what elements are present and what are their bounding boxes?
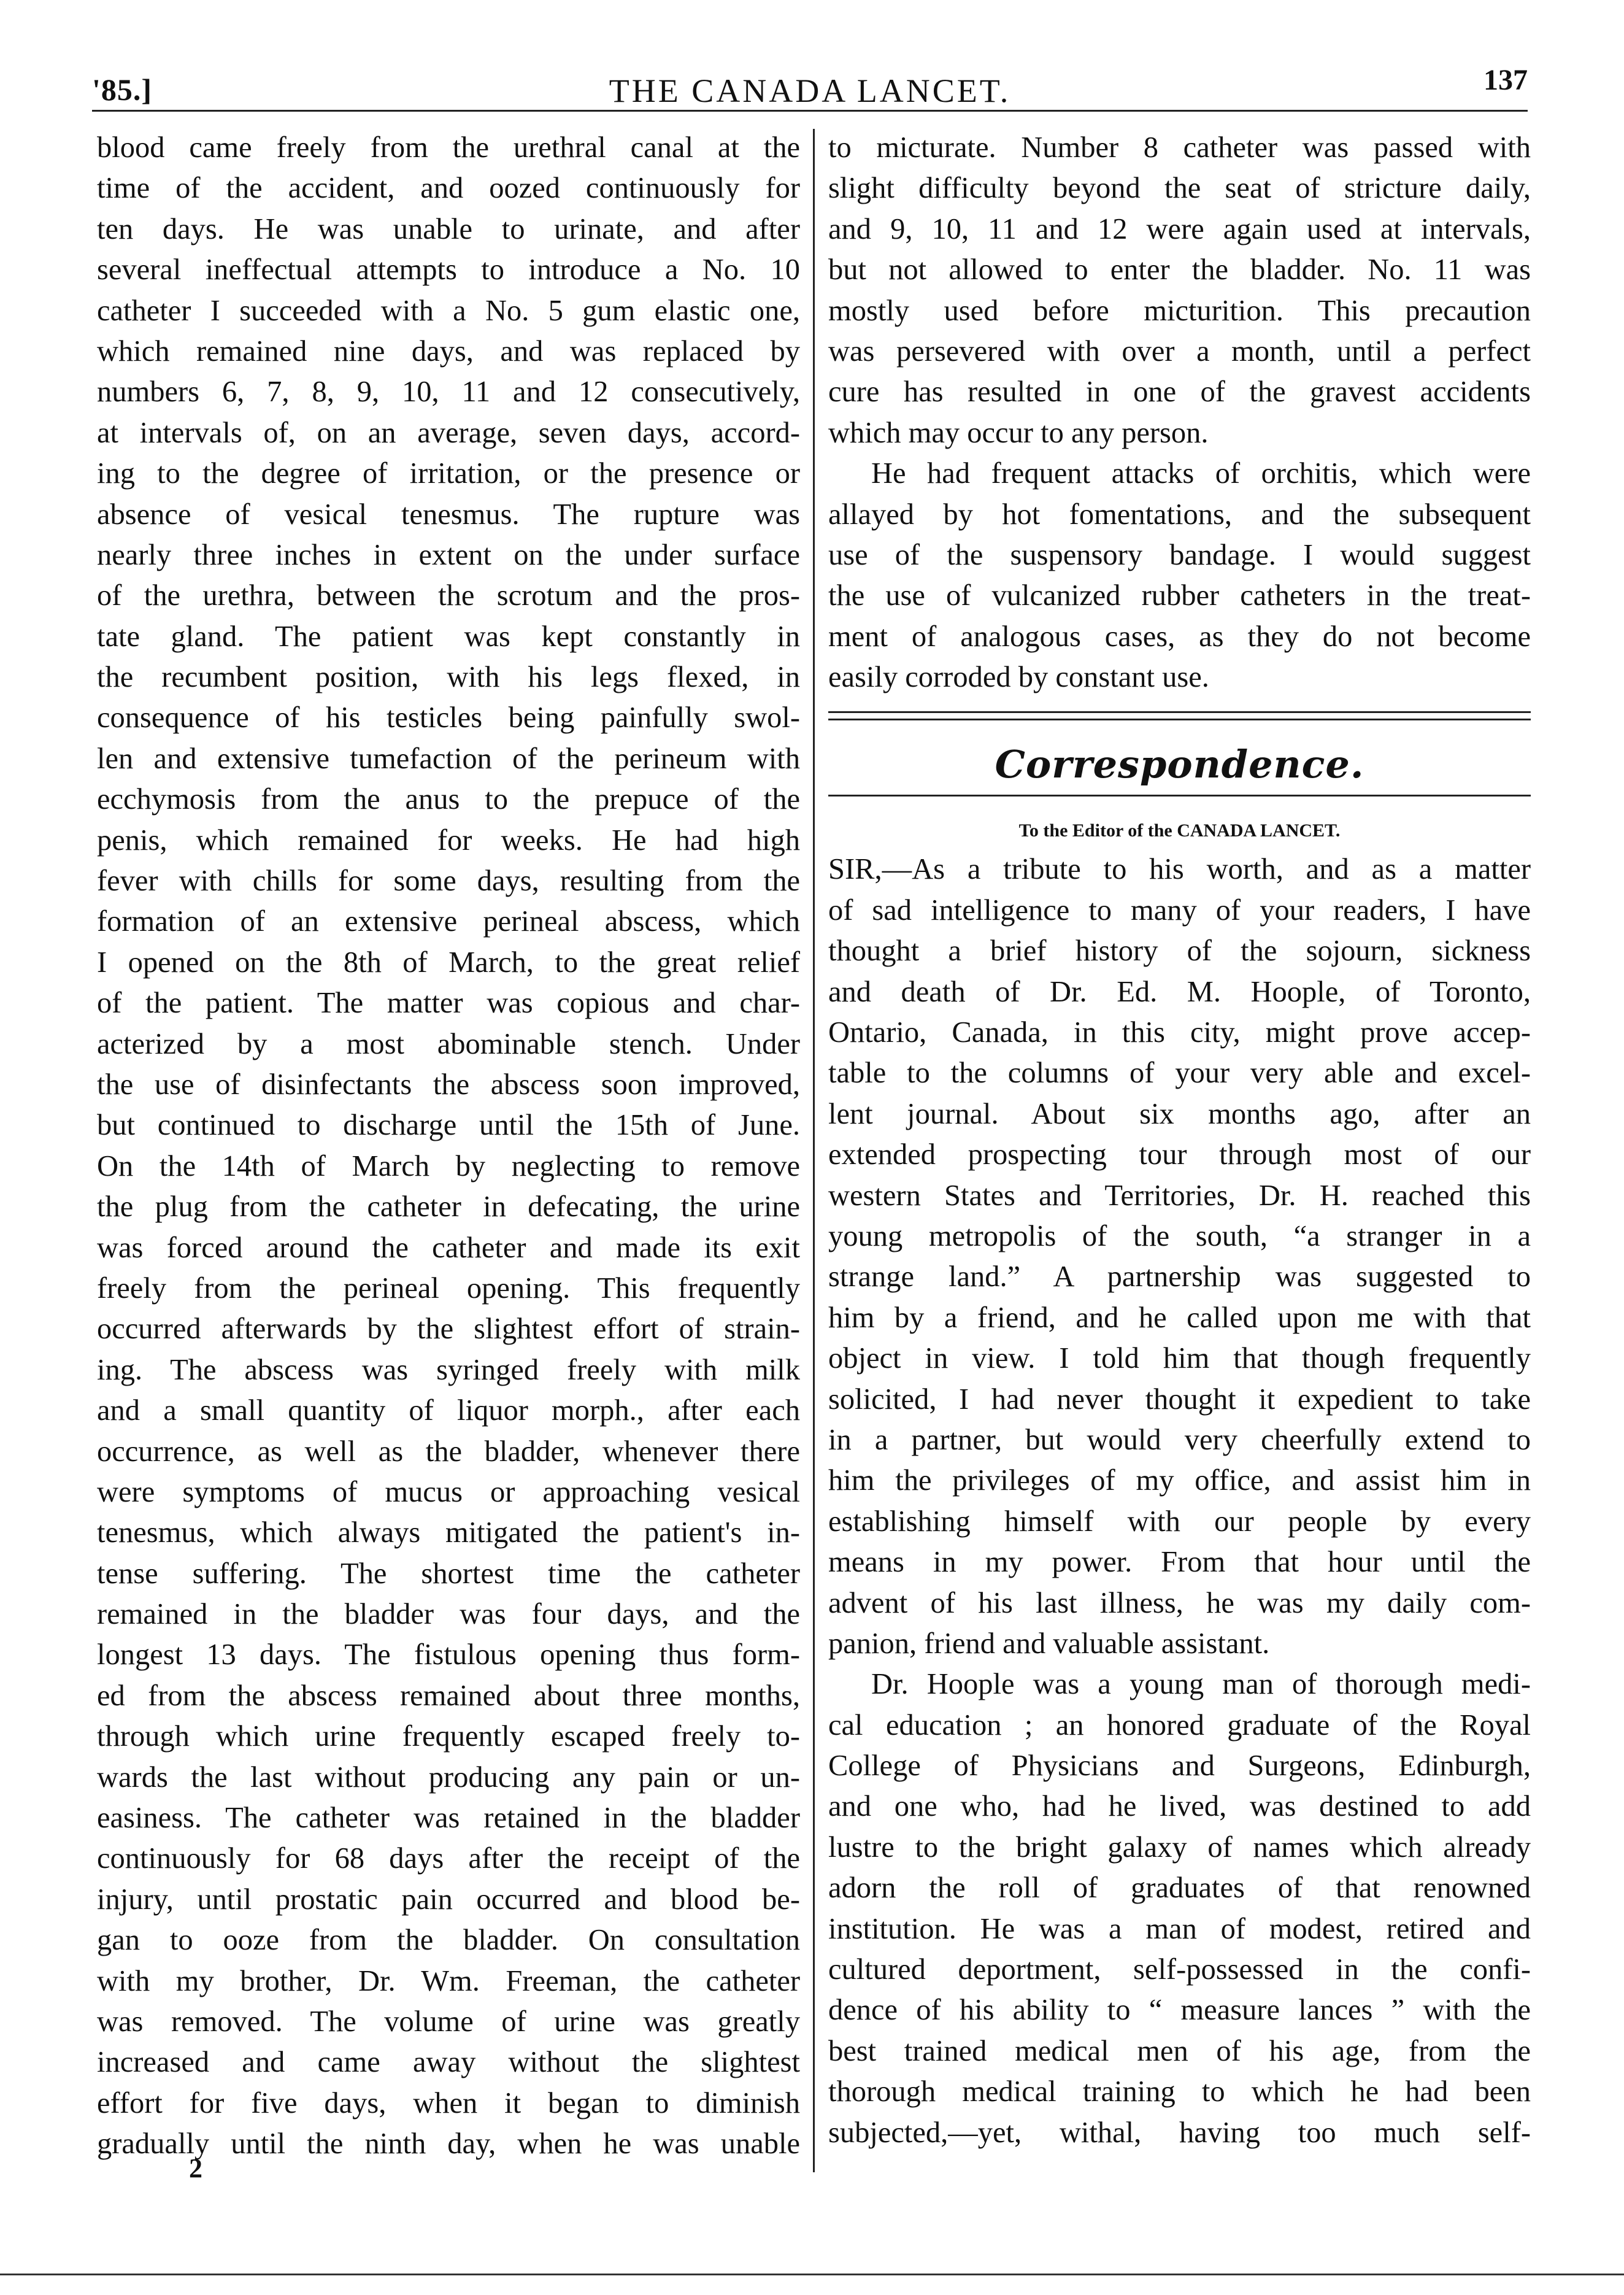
text-line: slight difficulty beyond the seat of stricture daily, <box>828 172 1531 205</box>
text-line: freely from the perineal opening. This frequently <box>97 1271 800 1305</box>
text-line: of the urethra, between the scrotum and the pros- <box>97 579 800 612</box>
right-column <box>828 128 1531 2153</box>
text-line: to micturate. Number 8 catheter was passed with <box>828 131 1531 164</box>
text-line: easiness. The catheter was retained in the bladder <box>97 1802 800 1835</box>
text-line: of sad intelligence to many of your readers, I have <box>828 893 1531 927</box>
text-line: at intervals of, on an average, seven days, accord- <box>97 416 800 449</box>
text-line: wards the last without producing any pain or un- <box>97 1761 800 1794</box>
text-line: injury, until prostatic pain occurred and blood be- <box>97 1883 800 1916</box>
text-line: panion, friend and valuable assistant. <box>828 1627 1270 1660</box>
section-heading: Correspondence. <box>995 742 1364 787</box>
text-line: nearly three inches in extent on the under surface <box>97 538 800 571</box>
text-line: lustre to the bright galaxy of names which already <box>828 1830 1531 1864</box>
text-line: catheter I succeeded with a No. 5 gum elastic one, <box>97 294 800 327</box>
text-line: absence of vesical tenesmus. The rupture was <box>97 498 800 531</box>
text-line: cultured deportment, self-possessed in the confi- <box>828 1953 1531 1986</box>
text-line: On the 14th of March by neglecting to remove <box>97 1149 800 1182</box>
text-line: acterized by a most abominable stench. Under <box>97 1027 800 1060</box>
text-line: advent of his last illness, he was my daily com- <box>828 1586 1531 1619</box>
header-rule <box>92 110 1528 112</box>
text-line: western States and Territories, Dr. H. reached this <box>828 1179 1531 1212</box>
text-line: table to the columns of your very able and excel- <box>828 1057 1531 1090</box>
text-line: the use of vulcanized rubber catheters in the treat- <box>828 579 1531 612</box>
journal-title: THE CANADA LANCET. <box>609 72 1011 109</box>
text-line: ment of analogous cases, as they do not become <box>828 620 1531 653</box>
text-line: effort for five days, when it began to diminish <box>97 2086 800 2120</box>
left-column <box>97 128 800 2165</box>
text-line: subjected,—yet, withal, having too much self- <box>828 2116 1531 2149</box>
text-line: thorough medical training to which he had been <box>828 2075 1531 2108</box>
text-line: with my brother, Dr. Wm. Freeman, the catheter <box>97 1964 800 1997</box>
text-line: len and extensive tumefaction of the perineum with <box>97 742 800 775</box>
signature-mark: 2 <box>189 2153 202 2183</box>
text-line: best trained medical men of his age, from the <box>828 2034 1531 2067</box>
text-line: which remained nine days, and was replaced by <box>97 334 800 368</box>
text-line: young metropolis of the south, “a stranger in a <box>828 1219 1531 1252</box>
text-line: cal education ; an honored graduate of the Royal <box>828 1708 1531 1742</box>
text-line: fever with chills for some days, resulting from the <box>97 865 800 898</box>
text-line: and 9, 10, 11 and 12 were again used at intervals, <box>828 212 1531 245</box>
text-line: of the patient. The matter was copious and char- <box>97 987 800 1020</box>
text-line: remained in the bladder was four days, and the <box>97 1598 800 1631</box>
section-separator <box>828 708 1531 738</box>
header-year: '85.] <box>92 72 153 107</box>
text-line: in a partner, but would very cheerfully extend to <box>828 1423 1531 1456</box>
text-line: but continued to discharge until the 15th of June. <box>97 1109 800 1142</box>
text-line: was forced around the catheter and made its exit <box>97 1231 800 1264</box>
text-line: tense suffering. The shortest time the catheter <box>97 1557 800 1590</box>
page-bottom-edge <box>0 2274 1624 2275</box>
text-line: numbers 6, 7, 8, 9, 10, 11 and 12 consecutively, <box>97 376 800 409</box>
text-line: ten days. He was unable to urinate, and after <box>97 212 800 245</box>
text-line: was persevered with over a month, until a perfect <box>828 334 1531 368</box>
text-line: means in my power. From that hour until the <box>828 1546 1531 1579</box>
running-header <box>92 58 1528 114</box>
paragraph-case-conclusion <box>828 128 1531 453</box>
text-line: object in view. I told him that though frequently <box>828 1342 1531 1375</box>
text-line: longest 13 days. The fistulous opening thus form- <box>97 1638 800 1672</box>
text-line: He had frequent attacks of orchitis, which were <box>871 457 1531 490</box>
text-line: him by a friend, and he called upon me with that <box>828 1301 1531 1334</box>
text-line: blood came freely from the urethral canal at the <box>97 131 800 164</box>
text-line: College of Physicians and Surgeons, Edinburgh, <box>828 1749 1531 1783</box>
text-line: use of the suspensory bandage. I would suggest <box>828 538 1531 571</box>
column-divider <box>813 129 815 2172</box>
text-line: several ineffectual attempts to introduce a No. 10 <box>97 253 800 287</box>
text-line: allayed by hot fomentations, and the subsequent <box>828 498 1531 531</box>
text-line: SIR,—As a tribute to his worth, and as a matter <box>828 853 1531 886</box>
text-line: occurrence, as well as the bladder, whenever there <box>97 1435 800 1468</box>
text-line: Ontario, Canada, in this city, might prove accep- <box>828 1016 1531 1049</box>
text-line: time of the accident, and oozed continuously for <box>97 172 800 205</box>
text-line: establishing himself with our people by every <box>828 1505 1531 1538</box>
letter-salutation: To the Editor of the CANADA LANCET. <box>1018 820 1341 841</box>
heading-rule <box>828 795 1531 796</box>
text-line: penis, which remained for weeks. He had high <box>97 824 800 857</box>
paragraph-hoople-education <box>828 1664 1531 2153</box>
text-line: increased and came away without the slightest <box>97 2046 800 2079</box>
text-line: ed from the abscess remained about three months, <box>97 1679 800 1712</box>
text-line: were symptoms of mucus or approaching vesical <box>97 1475 800 1508</box>
text-line: and one who, had he lived, was destined to add <box>828 1790 1531 1823</box>
text-line: and a small quantity of liquor morph., after each <box>97 1394 800 1427</box>
text-line: the plug from the catheter in defecating, the urine <box>97 1190 800 1224</box>
text-line: adorn the roll of graduates of that renowned <box>828 1872 1531 1905</box>
text-line: lent journal. About six months ago, after an <box>828 1097 1531 1130</box>
text-line: institution. He was a man of modest, retired and <box>828 1912 1531 1945</box>
text-line: dence of his ability to “ measure lances ” with the <box>828 1994 1531 2027</box>
text-line: which may occur to any person. <box>828 416 1209 449</box>
text-line: thought a brief history of the sojourn, sickness <box>828 935 1531 968</box>
text-line: extended prospecting tour through most of our <box>828 1138 1531 1171</box>
text-line: him the privileges of my office, and assist him in <box>828 1464 1531 1497</box>
text-line: tate gland. The patient was kept constantly in <box>97 620 800 653</box>
text-line: gan to ooze from the bladder. On consultation <box>97 1924 800 1957</box>
text-line: but not allowed to enter the bladder. No. 11 was <box>828 253 1531 287</box>
text-line: gradually until the ninth day, when he was unable <box>97 2127 800 2161</box>
text-line: the use of disinfectants the abscess soon improved, <box>97 1068 800 1101</box>
text-line: occurred afterwards by the slightest effort of strain- <box>97 1313 800 1346</box>
text-line: ecchymosis from the anus to the prepuce of the <box>97 783 800 816</box>
text-line: and death of Dr. Ed. M. Hoople, of Toronto, <box>828 975 1531 1008</box>
text-line: was removed. The volume of urine was greatly <box>97 2005 800 2038</box>
text-line: the recumbent position, with his legs flexed, in <box>97 661 800 694</box>
paragraph-orchitis <box>828 453 1531 698</box>
text-line: formation of an extensive perineal abscess, which <box>97 905 800 938</box>
text-line: Dr. Hoople was a young man of thorough medi- <box>871 1668 1531 1701</box>
text-line: easily corroded by constant use. <box>828 661 1209 694</box>
text-line: ing. The abscess was syringed freely with milk <box>97 1353 800 1386</box>
text-line: consequence of his testicles being painfully swol- <box>97 701 800 735</box>
text-line: ing to the degree of irritation, or the presence or <box>97 457 800 490</box>
text-line: tenesmus, which always mitigated the patient's in- <box>97 1516 800 1549</box>
text-line: strange land.” A partnership was suggested to <box>828 1260 1531 1294</box>
text-line: continuously for 68 days after the receipt of the <box>97 1842 800 1875</box>
text-line: cure has resulted in one of the gravest accidents <box>828 376 1531 409</box>
text-line: solicited, I had never thought it expedient to take <box>828 1383 1531 1416</box>
text-line: mostly used before micturition. This precaution <box>828 294 1531 327</box>
paragraph-letter-intro <box>828 849 1531 1664</box>
text-line: through which urine frequently escaped freely to- <box>97 1720 800 1753</box>
text-line: I opened on the 8th of March, to the great relief <box>97 946 800 979</box>
page-number: 137 <box>1484 64 1528 96</box>
